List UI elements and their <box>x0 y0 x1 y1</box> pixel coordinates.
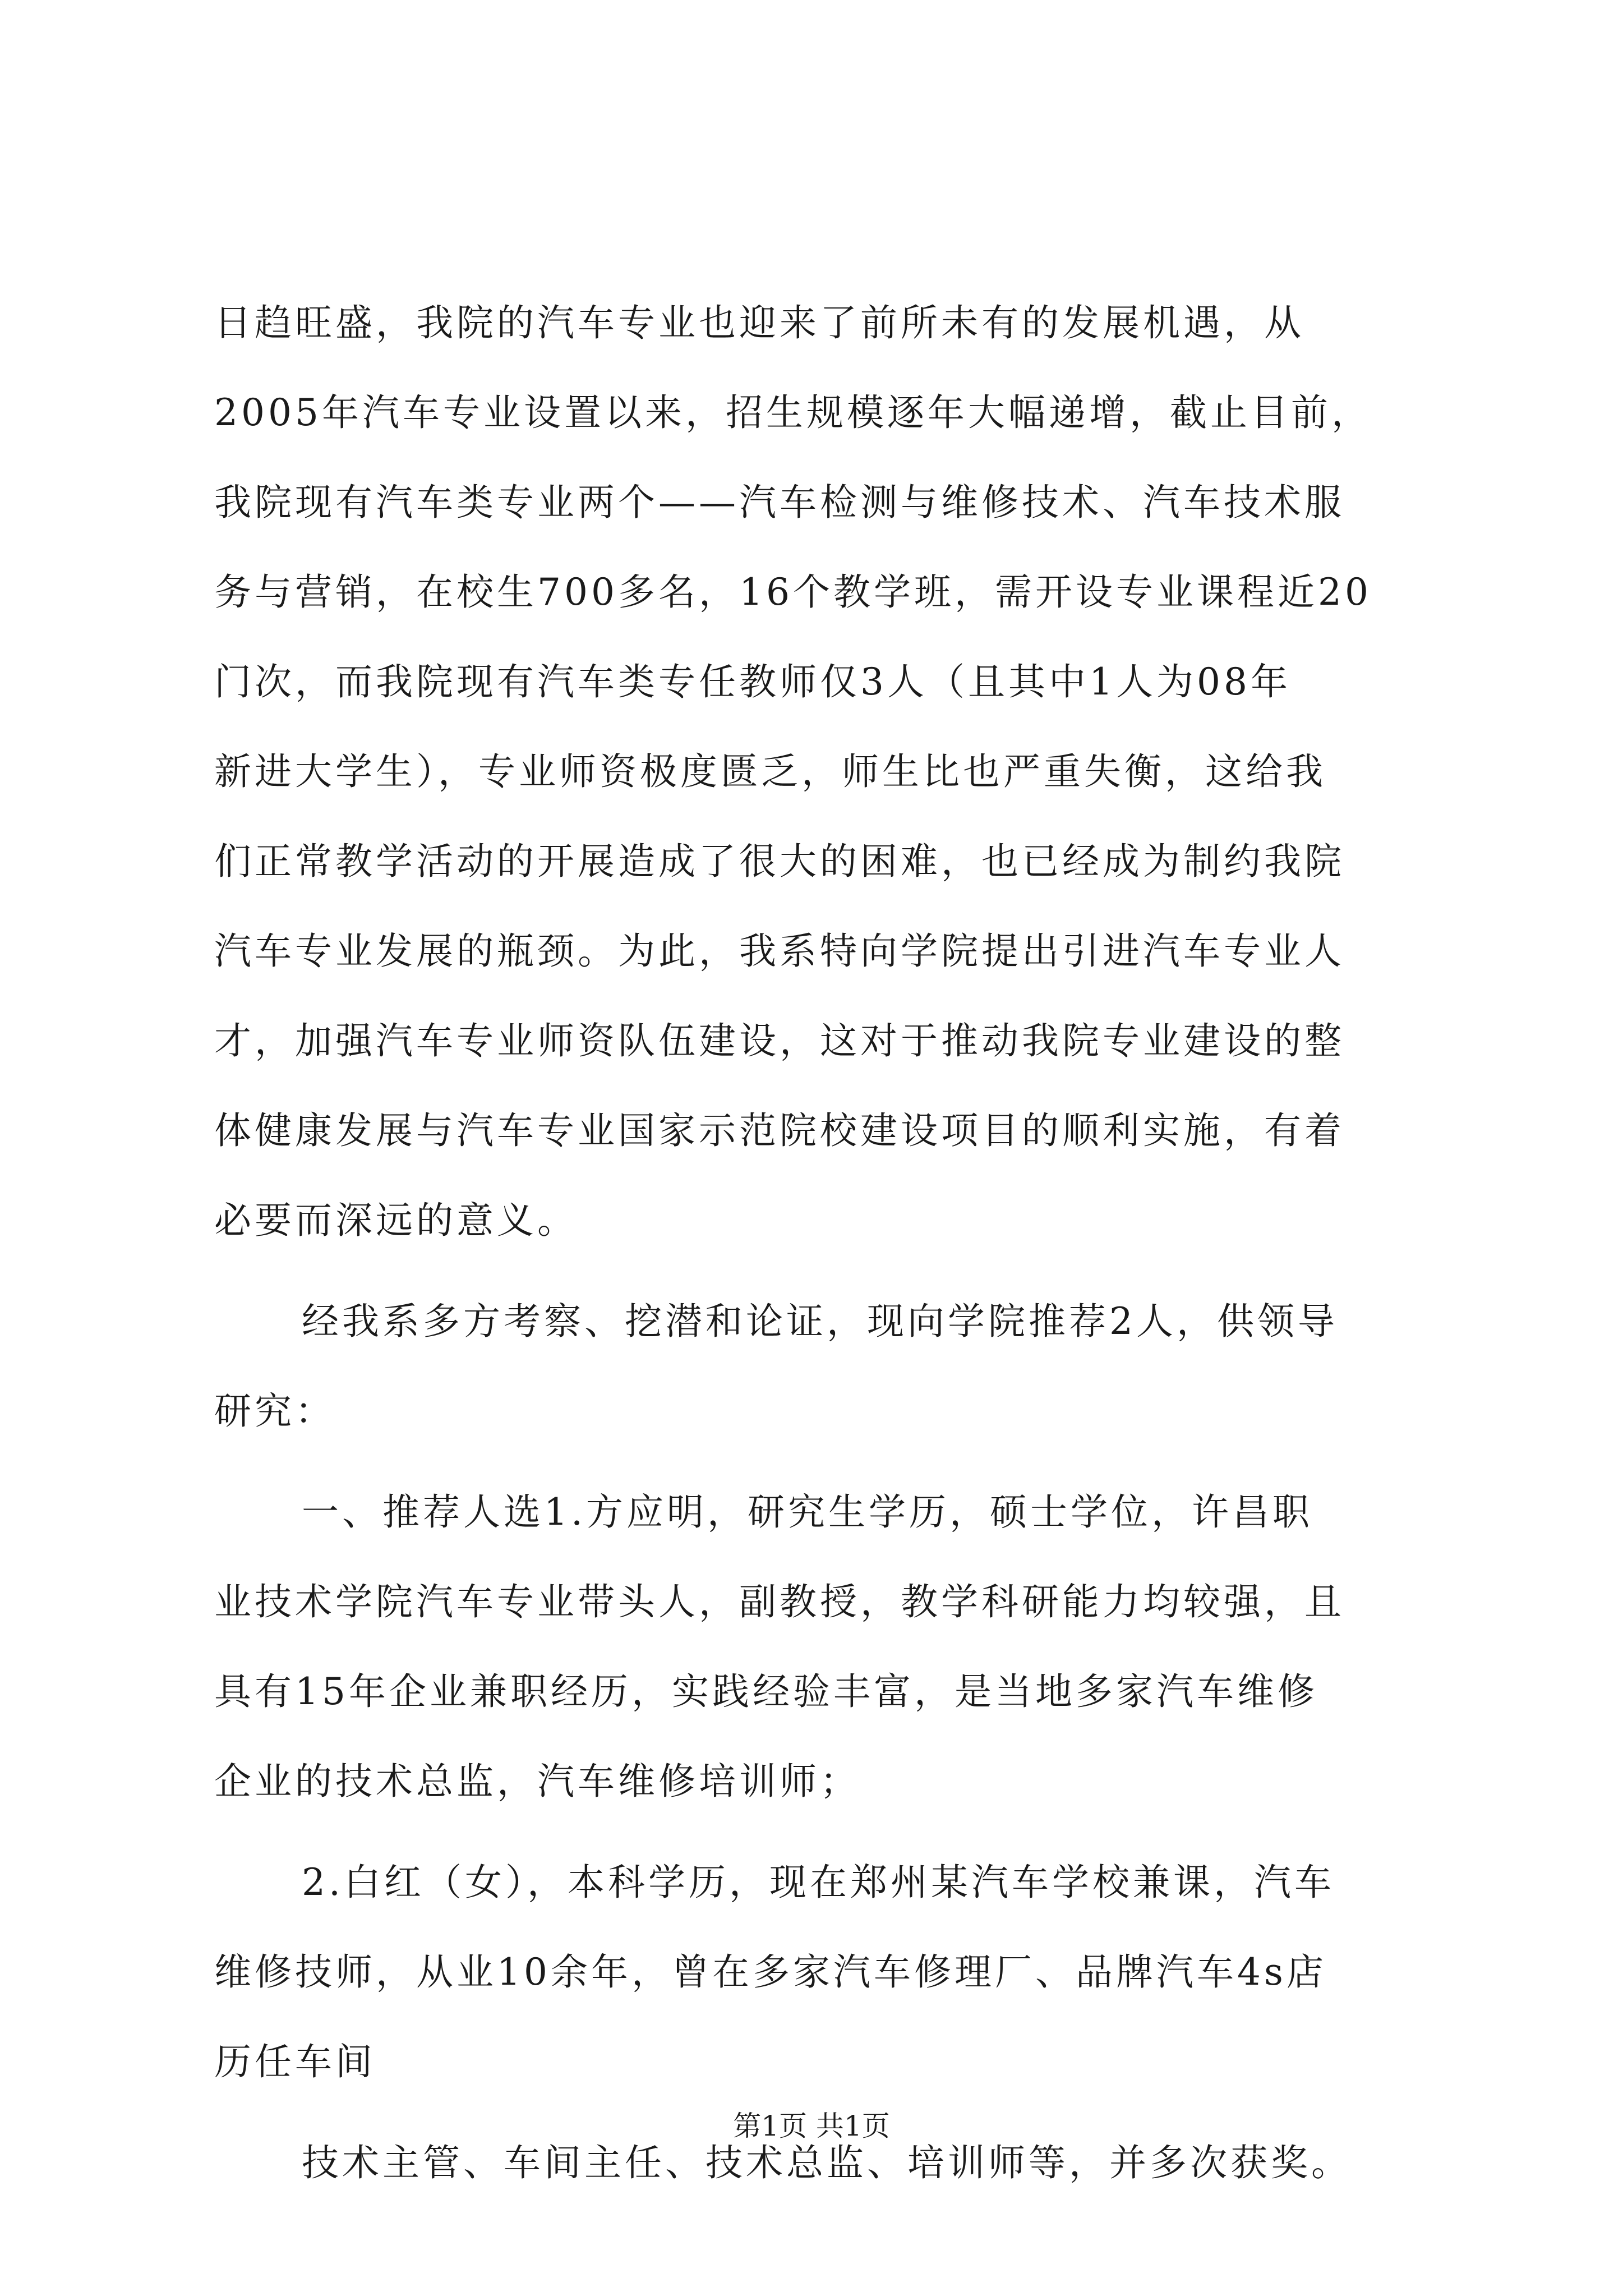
text-line-4: 务与营销，在校生700多名，16个教学班，需开设专业课程近20 <box>214 570 1372 614</box>
text-line-12: 经我系多方考察、挖潜和论证，现向学院推荐2人，供领导 <box>302 1300 1338 1343</box>
text-line-19: 维修技师，从业10余年，曾在多家汽车修理厂、品牌汽车4s店 <box>214 1950 1327 1994</box>
text-line-7: 们正常教学活动的开展造成了很大的困难，也已经成为制约我院 <box>214 840 1345 883</box>
page-footer: 第1页 共1页 <box>733 2110 890 2142</box>
text-line-2: 2005年汽车专业设置以来，招生规模逐年大幅递增，截止目前， <box>214 391 1372 434</box>
text-line-16: 具有15年企业兼职经历，实践经验丰富，是当地多家汽车维修 <box>214 1670 1318 1713</box>
text-line-10: 体健康发展与汽车专业国家示范院校建设项目的顺利实施，有着 <box>214 1109 1345 1152</box>
text-line-11: 必要而深远的意义。 <box>214 1199 578 1242</box>
text-line-8: 汽车专业发展的瓶颈。为此，我系特向学院提出引进汽车专业人 <box>214 930 1345 973</box>
text-line-6: 新进大学生），专业师资极度匮乏，师生比也严重失衡，这给我 <box>214 750 1326 793</box>
text-line-9: 才，加强汽车专业师资队伍建设，这对于推动我院专业建设的整 <box>214 1019 1345 1062</box>
text-line-1: 日趋旺盛，我院的汽车专业也迎来了前所未有的发展机遇，从 <box>214 301 1304 344</box>
text-line-17: 企业的技术总监，汽车维修培训师； <box>214 1760 860 1803</box>
text-line-15: 业技术学院汽车专业带头人，副教授，教学科研能力均较强，且 <box>214 1580 1345 1623</box>
text-line-18: 2.白红（女），本科学历，现在郑州某汽车学校兼课，汽车 <box>302 1861 1335 1904</box>
text-line-20: 历任车间 <box>214 2040 376 2083</box>
text-line-14: 一、推荐人选1.方应明，研究生学历，硕士学位，许昌职 <box>302 1490 1313 1534</box>
text-line-21: 技术主管、车间主任、技术总监、培训师等，并多次获奖。 <box>302 2141 1352 2184</box>
text-line-13: 研究： <box>214 1389 335 1433</box>
text-line-3: 我院现有汽车类专业两个——汽车检测与维修技术、汽车技术服 <box>214 481 1345 524</box>
text-line-5: 门次，而我院现有汽车类专任教师仅3人（且其中1人为08年 <box>214 660 1291 703</box>
